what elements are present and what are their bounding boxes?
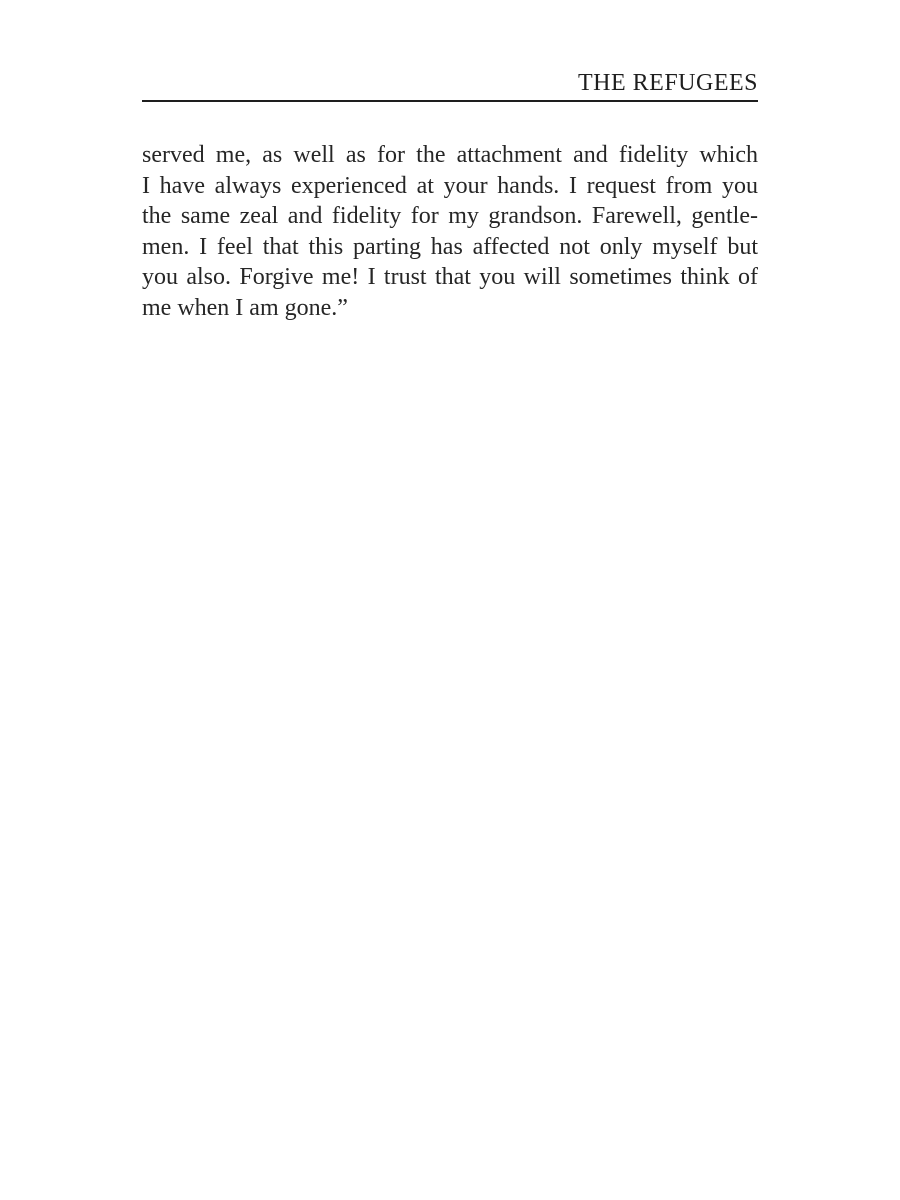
text-line: the same zeal and fidelity for my grandson. Farewell, gentle- xyxy=(142,203,758,230)
text-line: served me, as well as for the attachment and fidelity which xyxy=(142,142,758,168)
header-rule xyxy=(142,100,758,102)
running-head: THE REFUGEES xyxy=(578,70,758,96)
text-line: I have always experienced at your hands. I request from you xyxy=(142,172,758,199)
text-line: men. I feel that this parting has affected not only myself but xyxy=(142,233,758,260)
text-line: you also. Forgive me! I trust that you will sometimes think of xyxy=(142,264,758,291)
body-paragraph xyxy=(142,140,758,324)
text-line: me when I am gone.” xyxy=(142,294,348,321)
